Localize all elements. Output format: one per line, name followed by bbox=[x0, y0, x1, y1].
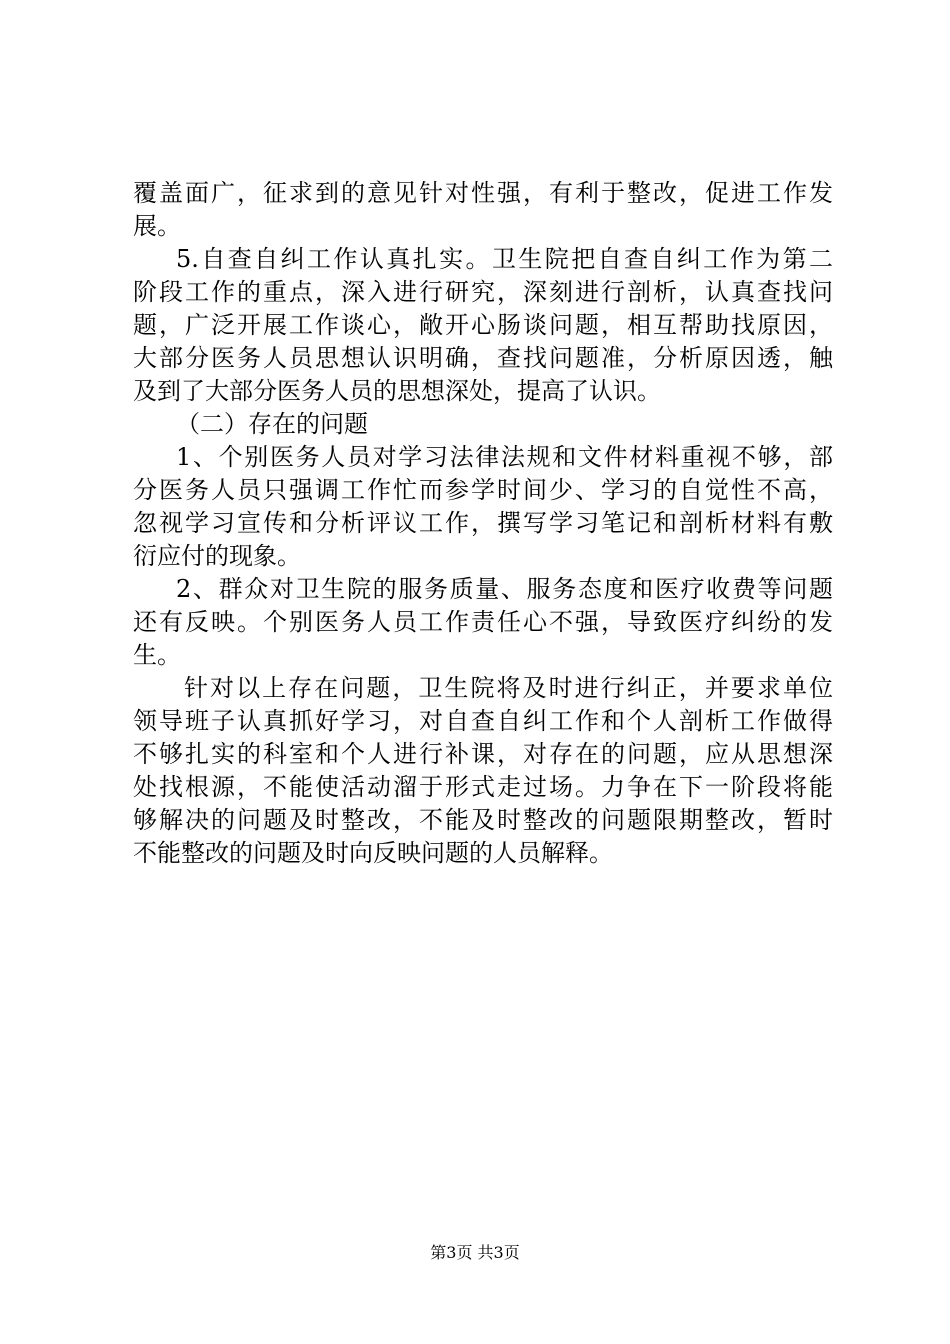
text-line: 针对以上存在问题，卫生院将及时进行纠正，并要求单位 bbox=[184, 674, 833, 702]
text-line: 生。 bbox=[133, 641, 181, 669]
text-line: 还有反映。个别医务人员工作责任心不强，导致医疗纠纷的发 bbox=[133, 608, 833, 636]
text-line: 阶段工作的重点，深入进行研究，深刻进行剖析，认真查找问 bbox=[133, 278, 833, 306]
text-line: 分医务人员只强调工作忙而参学时间少、学习的自觉性不高， bbox=[133, 476, 833, 504]
text-line: 展。 bbox=[133, 212, 181, 240]
text-line: 覆盖面广，征求到的意见针对性强，有利于整改，促进工作发 bbox=[133, 179, 833, 207]
text-line: 2、群众对卫生院的服务质量、服务态度和医疗收费等问题 bbox=[176, 575, 833, 603]
page-number-footer: 第3页 共3页 bbox=[430, 1243, 520, 1262]
text-line: 领导班子认真抓好学习，对自查自纠工作和个人剖析工作做得 bbox=[133, 707, 833, 735]
text-line: 1、个别医务人员对学习法律法规和文件材料重视不够，部 bbox=[176, 443, 833, 471]
text-line: 5.自查自纠工作认真扎实。卫生院把自查自纠工作为第二 bbox=[176, 245, 833, 273]
text-line: 题，广泛开展工作谈心，敞开心肠谈问题，相互帮助找原因， bbox=[133, 311, 833, 339]
text-line: 及到了大部分医务人员的思想深处，提高了认识。 bbox=[133, 377, 661, 405]
text-line: 处找根源，不能使活动溜于形式走过场。力争在下一阶段将能 bbox=[133, 773, 833, 801]
text-line: 够解决的问题及时整改，不能及时整改的问题限期整改，暂时 bbox=[133, 806, 833, 834]
text-line: 衍应付的现象。 bbox=[133, 542, 301, 570]
text-line: 大部分医务人员思想认识明确，查找问题准，分析原因透，触 bbox=[133, 344, 833, 372]
text-line: 忽视学习宣传和分析评议工作，撰写学习笔记和剖析材料有敷 bbox=[133, 509, 833, 537]
text-line: 不够扎实的科室和个人进行补课，对存在的问题，应从思想深 bbox=[133, 740, 833, 768]
section-heading: （二）存在的问题 bbox=[176, 410, 368, 438]
text-line: 不能整改的问题及时向反映问题的人员解释。 bbox=[133, 839, 613, 867]
